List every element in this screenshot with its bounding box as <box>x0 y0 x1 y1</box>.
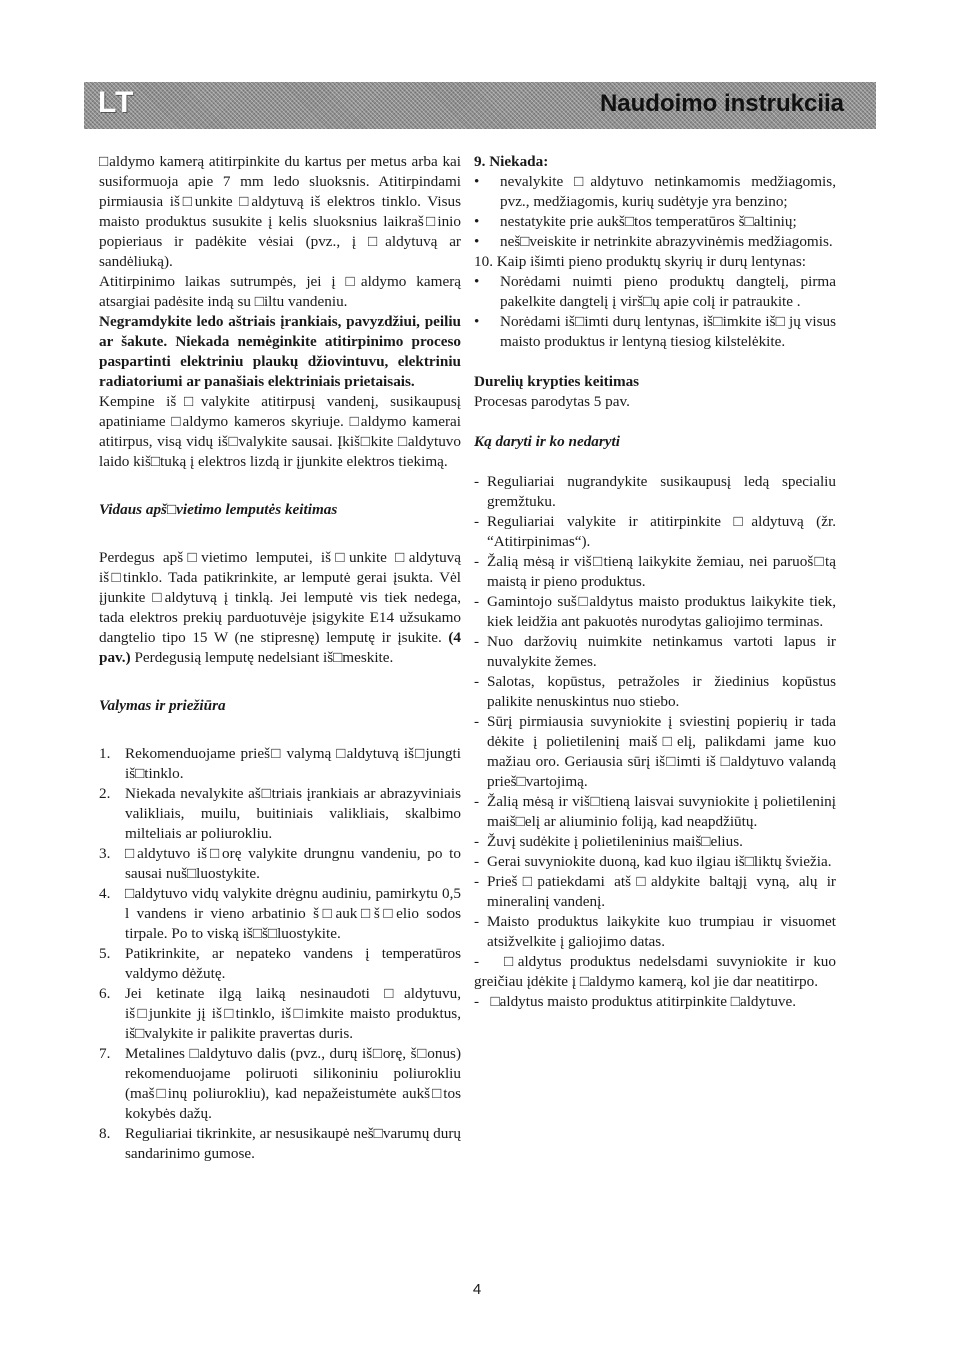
list-item <box>99 784 461 844</box>
heading-never: 9. Niekada: <box>474 153 549 170</box>
list-item <box>99 984 461 1044</box>
list-text: Gerai suvyniokite duoną, kad kuo ilgiau iš□liktų šviežia. <box>487 853 832 870</box>
list-text: Jei ketinate ilgą laiką nesinaudoti □aldytuvu, iš□junkite jį iš□tinklo, iš□imkite maisto produktus, iš□valykite ir palikite pravertas duris. <box>125 985 461 1042</box>
list-text: Salotas, kopūstus, petražoles ir žiedinius kopūstus palikite nenuskintus nuo stiebo. <box>487 673 836 710</box>
list-item <box>474 172 836 212</box>
list-text: Žalią mėsą ir viš□tieną laikykite žemiau, nei paruoš□tą maistą ir pieno produktus. <box>487 553 836 590</box>
list-number: 5. <box>99 945 111 962</box>
lamp-text-end: Perdegusią lemputę nedelsiant iš□meskite. <box>134 649 394 666</box>
defrost-time-paragraph: Atitirpinimo laikas sutrumpės, jei į □aldymo kamerą atsargiai padėsite indą su □iltu vandeniu. <box>99 273 461 310</box>
defrost-paragraph: □aldymo kamerą atitirpinkite du kartus per metus arba kai susiformuoja apie 7 mm ledo sluoksnis. Atitirpindami pirmiausia iš□unkite □aldytuvą iš elektros tinklo. Visus maisto produktus susukite į kelis sluoksnius laikraš□inio popieriaus ir padėkite vėsiai (pvz., į □aldytuvą ar sandėliuką). <box>99 153 461 270</box>
lamp-paragraph <box>99 548 461 668</box>
heading-lamp: Vidaus apš□vietimo lemputės keitimas <box>99 501 338 518</box>
list-text: Reguliariai tikrinkite, ar nesusikaupė neš□varumų durų sandarinimo gumose. <box>125 1125 461 1162</box>
warning-paragraph: Negramdykite ledo aštriais įrankiais, pavyzdžiui, peiliu ar šakute. Niekada nemėginkite atitirpinimo proceso paspartinti elektriniu plaukų džiovintuvu, elektriniu radiatoriumi ar panašiais elektriniais prietaisais. <box>99 313 461 390</box>
list-number: 1. <box>99 745 111 762</box>
list-item: - □aldytus produktus nedelsdami suvyniokite ir kuo greičiau įdėkite į □aldymo kamerą, kol jie dar neatitirpo. <box>474 953 836 990</box>
list-text: Žuvį sudėkite į polietileninius maiš□elius. <box>487 833 743 850</box>
heading-door-reversal: Durelių krypties keitimas <box>474 373 640 390</box>
list-item <box>474 232 836 252</box>
bullet-icon: • <box>474 233 480 250</box>
list-item: - Žuvį sudėkite į polietileninius maiš□elius. <box>474 832 836 852</box>
list-text: Nuo daržovių nuimkite netinkamus vartoti lapus ir nuvalykite žemes. <box>487 633 836 670</box>
list-text: Rekomenduojame prieš□ valymą □aldytuvą iš□jungti iš□tinklo. <box>125 745 461 782</box>
page-number: 4 <box>472 1281 482 1298</box>
list-item: - Maisto produktus laikykite kuo trumpiau ir visuomet atsižvelkite į galiojimo datas. <box>474 913 836 950</box>
heading-dos-donts: Ką daryti ir ko nedaryti <box>474 433 620 450</box>
list-item: - Žalią mėsą ir viš□tieną laisvai suvyniokite į polietileninį maiš□elį ar aliuminio foliją, kad neapdžiūtų. <box>474 793 836 830</box>
list-text: Reguliariai nugrandykite susikaupusį ledą specialiu gremžtuku. <box>487 473 836 510</box>
heading-cleaning: Valymas ir priežiūra <box>99 697 226 714</box>
list-item <box>99 944 461 984</box>
list-number: 8. <box>99 1125 111 1142</box>
list-item <box>474 272 836 312</box>
list-item: - Reguliariai valykite ir atitirpinkite □aldytuvą (žr. “Atitirpinimas“). <box>474 513 836 550</box>
right-column <box>474 152 836 1012</box>
list-item: - Prieš□patiekdami atš□aldykite baltąjį vyną, alų ir mineralinį vandenį. <box>474 873 836 910</box>
list-item: - Gerai suvyniokite duoną, kad kuo ilgiau iš□liktų šviežia. <box>474 852 836 872</box>
list-item <box>99 844 461 884</box>
remove-shelves-paragraph: 10. Kaip išimti pieno produktų skyrių ir durų lentynas: <box>474 253 806 270</box>
list-text: □aldytuvo iš□orę valykite drungnu vandeniu, po to sausai nuš□luostykite. <box>125 845 461 882</box>
door-reversal-text: Procesas parodytas 5 pav. <box>474 393 630 410</box>
cleanup-paragraph: Kempine iš□valykite atitirpusį vandenį, susikaupusį apatiniame □aldymo kameros skyriuje. □aldymo kamerai atitirpus, visą vidų iš□valykite sausai. Įkiš□kite □aldytuvo laido kiš□tuką į elektros lizdą ir įjunkite elektros tiekimą. <box>99 393 461 470</box>
list-item: - Salotas, kopūstus, petražoles ir žiedinius kopūstus palikite nenuskintus nuo stiebo. <box>474 673 836 710</box>
list-text: Norėdami nuimti pieno produktų dangtelį, pirma pakelkite dangtelį į virš□ų apie colį ir patraukite . <box>500 273 836 310</box>
bullet-icon: • <box>474 313 480 330</box>
bullet-icon: • <box>474 173 480 190</box>
list-text: Metalines □aldytuvo dalis (pvz., durų iš□orę, š□onus) rekomenduojame poliruoti silikoniniu poliurokliu (maš□inų poliurokliu), kad nepažeistumėte aukš□tos kokybės dažų. <box>125 1045 461 1122</box>
list-text: Prieš□patiekdami atš□aldykite baltąjį vyną, alų ir mineralinį vandenį. <box>487 873 836 910</box>
lamp-text: Perdegus apš□vietimo lemputei, iš□unkite □aldytuvą iš□tinklo. Tada patikrinkite, ar lemputė gerai įsukta. Vėl įjunkite □aldytuvą į tinklą. Jei lemputė vis tiek nedega, tada elektros prekių parduotuvėje įsigykite E14 užsukamo dangtelio tipo 15 W (ne stipresnę) lemputę ir įsukite. <box>99 549 461 646</box>
list-item: - Žalią mėsą ir viš□tieną laikykite žemiau, nei paruoš□tą maistą ir pieno produktus. <box>474 553 836 590</box>
list-text: Maisto produktus laikykite kuo trumpiau ir visuomet atsižvelkite į galiojimo datas. <box>487 913 836 950</box>
list-text: nestatykite prie aukš□tos temperatūros š□altinių; <box>500 213 797 230</box>
list-text: neš□veiskite ir netrinkite abrazyvinėmis medžiagomis. <box>500 233 833 250</box>
list-text: Niekada nevalykite aš□triais įrankiais ar abrazyviniais valikliais, muilu, buitiniais valikliais, skalbimo milteliais ar poliurokliu. <box>125 785 461 842</box>
lamp-figure-ref: (4 pav.) <box>99 629 462 666</box>
header-banner <box>84 82 876 129</box>
bullet-icon: • <box>474 273 480 290</box>
list-item <box>99 884 461 944</box>
list-item: - Gamintojo suš□aldytus maisto produktus laikykite tiek, kiek leidžia ant pakuotės nurodytas galiojimo terminas. <box>474 593 836 630</box>
list-item <box>474 312 836 352</box>
list-text: Norėdami iš□imti durų lentynas, iš□imkite iš□ jų visus maisto produktus ir lentyną tiesiog kilstelėkite. <box>500 313 836 350</box>
list-number: 4. <box>99 885 111 902</box>
list-item <box>99 1044 461 1124</box>
list-text: □aldytuvo vidų valykite drėgnu audiniu, pamirkytu 0,5 l vandens ir vieno arbatinio š□auk□š□elio sodos tirpale. Po to viską iš□š□luostykite. <box>125 885 461 942</box>
list-item <box>99 744 461 784</box>
cleaning-list <box>99 744 461 1164</box>
list-text: □aldytus produktus nedelsdami suvyniokite ir kuo greičiau įdėkite į □aldymo kamerą, kol jie dar neatitirpo. <box>474 953 836 990</box>
list-item: - □aldytus maisto produktus atitirpinkite □aldytuve. <box>474 993 797 1010</box>
bullet-icon: • <box>474 213 480 230</box>
list-item: - Nuo daržovių nuimkite netinkamus vartoti lapus ir nuvalykite žemes. <box>474 633 836 670</box>
list-number: 7. <box>99 1045 111 1062</box>
list-number: 6. <box>99 985 111 1002</box>
list-item: - Sūrį pirmiausia suvyniokite į sviestinį popierių ir tada dėkite į polietileninį maiš□elį, palikdami jame kuo mažiau oro. Geriausia sūrį iš□imti iš □aldytuvo valandą prieš□vartojimą. <box>474 713 836 790</box>
list-item <box>99 1124 461 1164</box>
list-text: nevalykite □aldytuvo netinkamomis medžiagomis, pvz., medžiagomis, kurių sudėtyje yra benzino; <box>500 173 836 210</box>
list-number: 3. <box>99 845 111 862</box>
list-text: □aldytus maisto produktus atitirpinkite □aldytuve. <box>490 993 797 1010</box>
list-text: Reguliariai valykite ir atitirpinkite □aldytuvą (žr. “Atitirpinimas“). <box>487 513 836 550</box>
list-item <box>474 212 836 232</box>
list-number: 2. <box>99 785 111 802</box>
list-text: Žalią mėsą ir viš□tieną laisvai suvyniokite į polietileninį maiš□elį ar aliuminio foliją, kad neapdžiūtų. <box>487 793 836 830</box>
dos-list <box>474 472 836 1012</box>
list-item: - Reguliariai nugrandykite susikaupusį ledą specialiu gremžtuku. <box>474 473 836 510</box>
list-text: Sūrį pirmiausia suvyniokite į sviestinį popierių ir tada dėkite į polietileninį maiš□elį, palikdami jame kuo mažiau oro. Geriausia sūrį iš□imti iš □aldytuvo valandą prieš□vartojimą. <box>487 713 836 790</box>
list-text: Gamintojo suš□aldytus maisto produktus laikykite tiek, kiek leidžia ant pakuotės nurodytas galiojimo terminas. <box>487 593 836 630</box>
section-title: Naudoimo instrukciia <box>599 90 844 117</box>
left-column <box>99 152 461 1164</box>
list-text: Patikrinkite, ar nepateko vandens į temperatūros valdymo dėžutę. <box>125 945 461 982</box>
language-code: LT <box>98 86 135 119</box>
